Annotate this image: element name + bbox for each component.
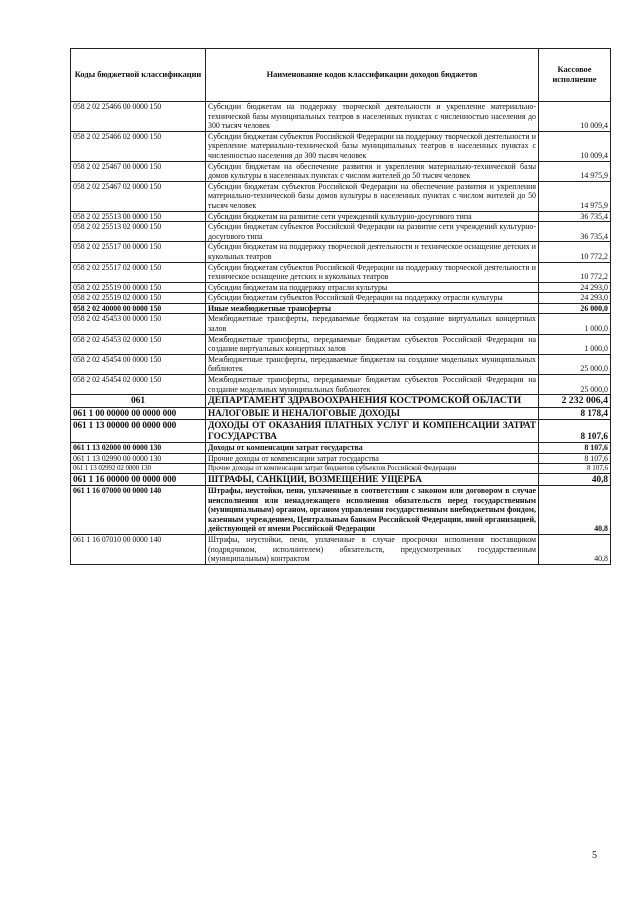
table-row bbox=[71, 131, 611, 161]
row-code: 061 1 13 02990 00 0000 130 bbox=[71, 453, 206, 464]
header-name: Наименование кодов классификации доходов бюджетов bbox=[206, 49, 539, 102]
row-code: 061 1 13 00000 00 0000 000 bbox=[71, 420, 206, 443]
row-code: 058 2 02 45454 02 0000 150 bbox=[71, 375, 206, 395]
table-row bbox=[71, 222, 611, 242]
table-row bbox=[71, 102, 611, 132]
row-name: Штрафы, неустойки, пени, уплаченные в соответствии с законом или договором в случае неисполнения или ненадлежащего исполнения обязательств перед государственным (муниципальным) органом, органом управления государственным внебюджетным фондом, казенным учреждением, Центральным банком Российской Федерации, иной организацией, действующей от имени Российской Федерации bbox=[206, 486, 539, 535]
row-name: Субсидии бюджетам на поддержку творческой деятельности и укрепление материально-технической базы муниципальных театров в населенных пунктах с численностью населения до 300 тысяч человек bbox=[206, 102, 539, 132]
row-amount: 14 975,9 bbox=[539, 161, 611, 181]
row-code: 058 2 02 40000 00 0000 150 bbox=[71, 303, 206, 314]
row-amount: 10 009,4 bbox=[539, 131, 611, 161]
header-amount: Кассовое исполнение bbox=[539, 49, 611, 102]
row-amount: 10 772,2 bbox=[539, 242, 611, 262]
table-row bbox=[71, 395, 611, 408]
row-amount: 8 107,6 bbox=[539, 420, 611, 443]
row-amount: 2 232 006,4 bbox=[539, 395, 611, 408]
table-header-row bbox=[71, 49, 611, 102]
row-name: Межбюджетные трансферты, передаваемые бюджетам на создание виртуальных концертных залов bbox=[206, 314, 539, 334]
table-row bbox=[71, 303, 611, 314]
row-name: Прочие доходы от компенсации затрат государства bbox=[206, 453, 539, 464]
row-amount: 8 107,6 bbox=[539, 453, 611, 464]
table-row bbox=[71, 534, 611, 564]
row-name: Межбюджетные трансферты, передаваемые бюджетам субъектов Российской Федерации на создание модельных муниципальных библиотек bbox=[206, 375, 539, 395]
row-code: 058 2 02 25513 02 0000 150 bbox=[71, 222, 206, 242]
table-row bbox=[71, 354, 611, 374]
row-name: ДЕПАРТАМЕНТ ЗДРАВООХРАНЕНИЯ КОСТРОМСКОЙ ОБЛАСТИ bbox=[206, 395, 539, 408]
budget-table bbox=[70, 48, 611, 565]
table-row bbox=[71, 181, 611, 211]
table-row bbox=[71, 242, 611, 262]
row-code: 061 1 13 02000 00 0000 130 bbox=[71, 443, 206, 454]
table-row bbox=[71, 486, 611, 535]
row-code: 058 2 02 25517 02 0000 150 bbox=[71, 262, 206, 282]
row-name: Штрафы, неустойки, пени, уплаченные в случае просрочки исполнения поставщиком (подрядчиком, исполнителем) обязательств, предусмотренных государственным (муниципальным) контрактом bbox=[206, 534, 539, 564]
row-code: 061 1 00 00000 00 0000 000 bbox=[71, 408, 206, 420]
row-amount: 10 772,2 bbox=[539, 262, 611, 282]
page-number: 5 bbox=[592, 850, 597, 861]
row-code: 058 2 02 25466 00 0000 150 bbox=[71, 102, 206, 132]
row-code: 058 2 02 25466 02 0000 150 bbox=[71, 131, 206, 161]
budget-table-sheet bbox=[70, 48, 610, 565]
table-row bbox=[71, 443, 611, 454]
row-code: 058 2 02 25513 00 0000 150 bbox=[71, 211, 206, 222]
table-row bbox=[71, 408, 611, 420]
row-code: 058 2 02 25467 00 0000 150 bbox=[71, 161, 206, 181]
row-amount: 40,8 bbox=[539, 474, 611, 486]
table-body bbox=[71, 102, 611, 565]
row-name: Субсидии бюджетам субъектов Российской Федерации на развитие сети учреждений культурно-досугового типа bbox=[206, 222, 539, 242]
table-row bbox=[71, 161, 611, 181]
table-row bbox=[71, 334, 611, 354]
row-amount: 40,8 bbox=[539, 534, 611, 564]
row-name: Субсидии бюджетам субъектов Российской Федерации на обеспечение развития и укрепления материально-технической базы домов культуры в населенных пунктах с числом жителей до 50 тысяч человек bbox=[206, 181, 539, 211]
row-code: 058 2 02 45453 02 0000 150 bbox=[71, 334, 206, 354]
row-name: Межбюджетные трансферты, передаваемые бюджетам на создание модельных муниципальных библиотек bbox=[206, 354, 539, 374]
row-amount: 8 107,6 bbox=[539, 443, 611, 454]
row-amount: 25 000,0 bbox=[539, 375, 611, 395]
table-row bbox=[71, 420, 611, 443]
row-amount: 26 000,0 bbox=[539, 303, 611, 314]
row-name: Иные межбюджетные трансферты bbox=[206, 303, 539, 314]
row-amount: 36 735,4 bbox=[539, 222, 611, 242]
table-row bbox=[71, 375, 611, 395]
table-row bbox=[71, 282, 611, 293]
row-amount: 24 293,0 bbox=[539, 293, 611, 304]
row-code: 061 1 16 00000 00 0000 000 bbox=[71, 474, 206, 486]
row-amount: 8 178,4 bbox=[539, 408, 611, 420]
row-name: Прочие доходы от компенсации затрат бюджетов субъектов Российской Федерации bbox=[206, 464, 539, 474]
row-amount: 1 000,0 bbox=[539, 334, 611, 354]
row-code: 058 2 02 45454 00 0000 150 bbox=[71, 354, 206, 374]
row-name: ДОХОДЫ ОТ ОКАЗАНИЯ ПЛАТНЫХ УСЛУГ И КОМПЕНСАЦИИ ЗАТРАТ ГОСУДАРСТВА bbox=[206, 420, 539, 443]
table-row bbox=[71, 314, 611, 334]
row-code: 061 1 13 02992 02 0000 130 bbox=[71, 464, 206, 474]
row-amount: 40,8 bbox=[539, 486, 611, 535]
row-name: НАЛОГОВЫЕ И НЕНАЛОГОВЫЕ ДОХОДЫ bbox=[206, 408, 539, 420]
row-amount: 25 000,0 bbox=[539, 354, 611, 374]
row-name: Субсидии бюджетам субъектов Российской Федерации на поддержку отрасли культуры bbox=[206, 293, 539, 304]
row-name: Субсидии бюджетам на развитие сети учреждений культурно-досугового типа bbox=[206, 211, 539, 222]
row-code: 061 1 16 07000 00 0000 140 bbox=[71, 486, 206, 535]
row-amount: 36 735,4 bbox=[539, 211, 611, 222]
row-amount: 8 107,6 bbox=[539, 464, 611, 474]
row-code: 058 2 02 45453 00 0000 150 bbox=[71, 314, 206, 334]
row-code: 061 bbox=[71, 395, 206, 408]
table-row bbox=[71, 211, 611, 222]
row-code: 058 2 02 25517 00 0000 150 bbox=[71, 242, 206, 262]
header-code: Коды бюджетной классификации bbox=[71, 49, 206, 102]
table-row bbox=[71, 262, 611, 282]
row-amount: 24 293,0 bbox=[539, 282, 611, 293]
row-amount: 1 000,0 bbox=[539, 314, 611, 334]
row-name: Субсидии бюджетам на поддержку творческой деятельности и техническое оснащение детских и кукольных театров bbox=[206, 242, 539, 262]
row-code: 058 2 02 25519 02 0000 150 bbox=[71, 293, 206, 304]
row-name: Субсидии бюджетам субъектов Российской Федерации на поддержку творческой деятельности и техническое оснащение детских и кукольных театров bbox=[206, 262, 539, 282]
row-amount: 10 009,4 bbox=[539, 102, 611, 132]
row-name: Доходы от компенсации затрат государства bbox=[206, 443, 539, 454]
row-name: Субсидии бюджетам субъектов Российской Федерации на поддержку творческой деятельности и укрепление материально-технической базы муниципальных театров в населенных пунктах с численностью населения до 300 тысяч человек bbox=[206, 131, 539, 161]
row-name: ШТРАФЫ, САНКЦИИ, ВОЗМЕЩЕНИЕ УЩЕРБА bbox=[206, 474, 539, 486]
row-name: Субсидии бюджетам на обеспечение развития и укрепления материально-технической базы домов культуры в населенных пунктах с числом жителей до 50 тысяч человек bbox=[206, 161, 539, 181]
table-row bbox=[71, 293, 611, 304]
row-code: 058 2 02 25467 02 0000 150 bbox=[71, 181, 206, 211]
table-row bbox=[71, 474, 611, 486]
table-row bbox=[71, 464, 611, 474]
row-name: Субсидии бюджетам на поддержку отрасли культуры bbox=[206, 282, 539, 293]
row-code: 061 1 16 07010 00 0000 140 bbox=[71, 534, 206, 564]
row-code: 058 2 02 25519 00 0000 150 bbox=[71, 282, 206, 293]
row-amount: 14 975,9 bbox=[539, 181, 611, 211]
table-row bbox=[71, 453, 611, 464]
row-name: Межбюджетные трансферты, передаваемые бюджетам субъектов Российской Федерации на создание виртуальных концертных залов bbox=[206, 334, 539, 354]
